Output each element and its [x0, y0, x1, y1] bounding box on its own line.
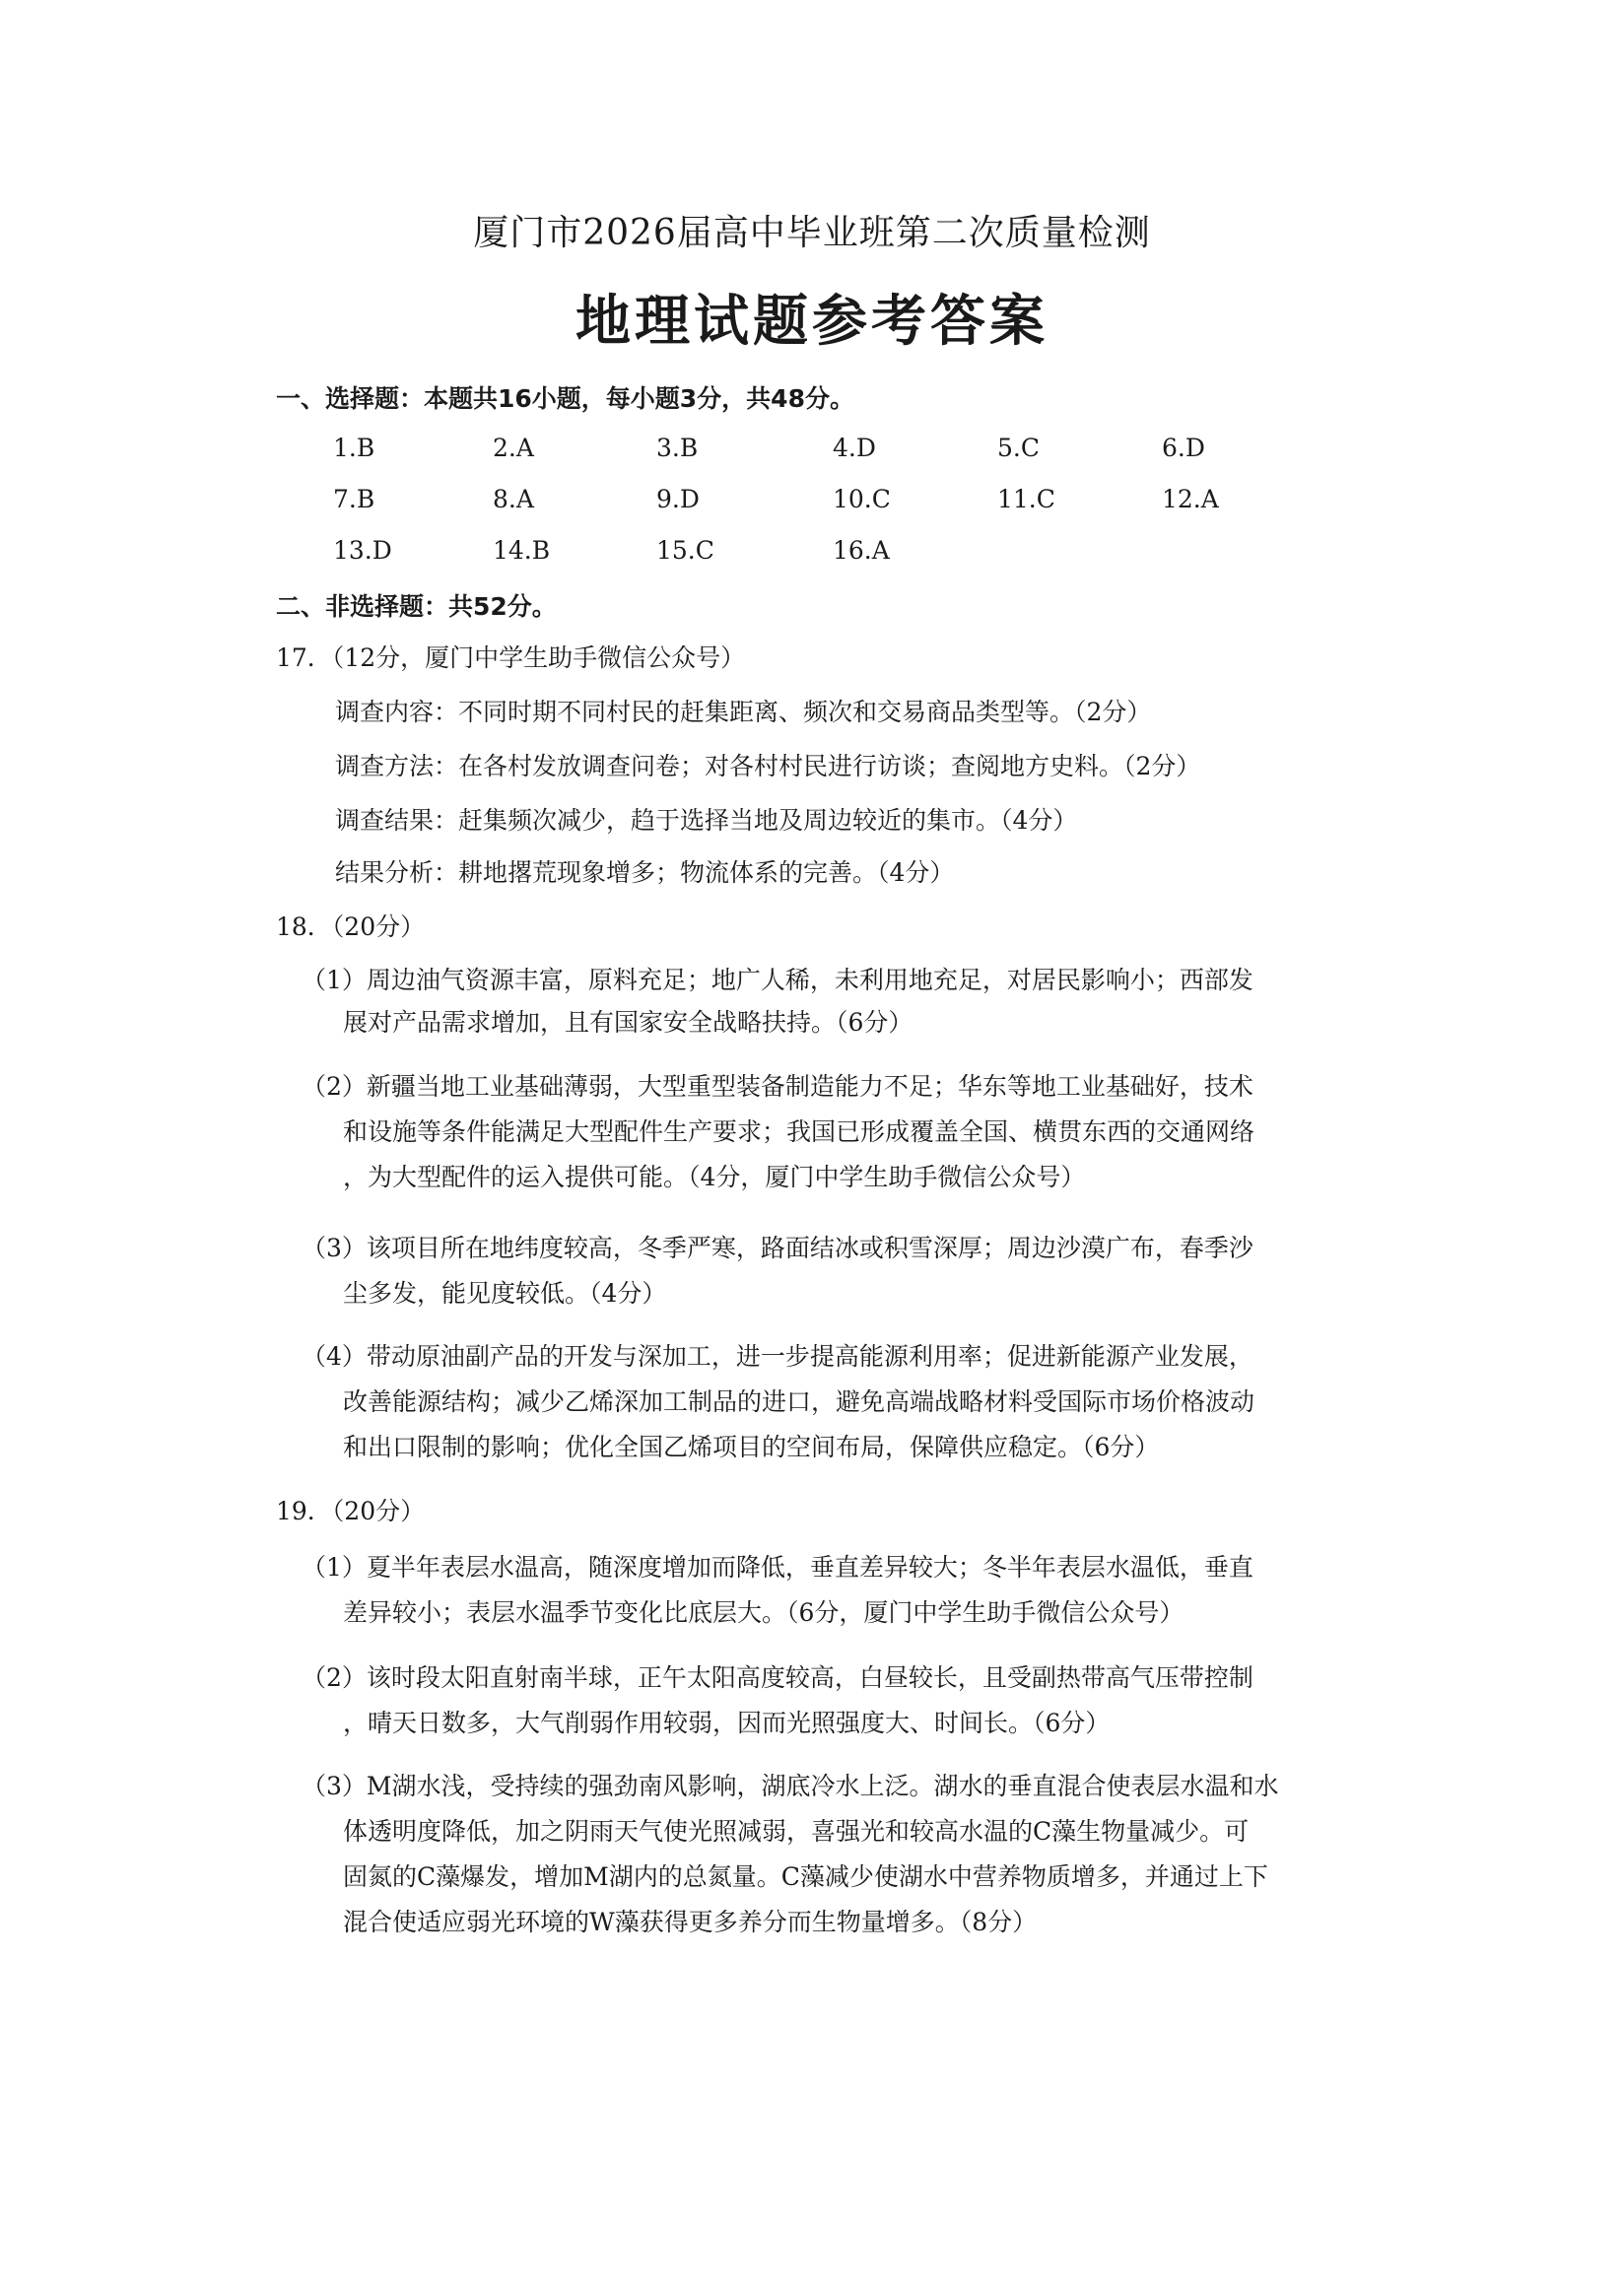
- q18-part1-line: 展对产品需求增加，且有国家安全战略扶持。（6分）: [343, 1008, 914, 1037]
- q18-part3-line: 尘多发，能见度较低。（4分）: [343, 1279, 667, 1308]
- section2-heading: 二、非选择题：共52分。: [276, 592, 557, 621]
- answer-key-title: 地理试题参考答案: [575, 290, 1049, 354]
- mc-answer: 5.C: [997, 434, 1040, 462]
- q19-part3-line: 固氮的C藻爆发，增加M湖内的总氮量。C藻减少使湖水中营养物质增多，并通过上下: [343, 1862, 1268, 1891]
- q18-part1-line: （1）周边油气资源丰富，原料充足；地广人稀，未利用地充足，对居民影响小；西部发: [302, 966, 1253, 994]
- mc-answer: 15.C: [656, 536, 714, 565]
- q19-part2-line: （2）该时段太阳直射南半球，正午太阳高度较高，白昼较长，且受副热带高气压带控制: [302, 1663, 1253, 1692]
- q17-line: 调查内容：不同时期不同村民的赶集距离、频次和交易商品类型等。（2分）: [335, 698, 1152, 726]
- q19-part3-line: （3）M湖水浅，受持续的强劲南风影响，湖底冷水上泛。湖水的垂直混合使表层水温和水: [302, 1772, 1279, 1800]
- mc-answer: 4.D: [833, 434, 876, 462]
- mc-answer: 8.A: [493, 485, 534, 513]
- q18-part2-line: 和设施等条件能满足大型配件生产要求；我国已形成覆盖全国、横贯东西的交通网络: [343, 1117, 1255, 1146]
- q19-part1-line: 差异较小；表层水温季节变化比底层大。（6分，厦门中学生助手微信公众号）: [343, 1598, 1184, 1627]
- q19-part1-line: （1）夏半年表层水温高，随深度增加而降低，垂直差异较大；冬半年表层水温低，垂直: [302, 1553, 1253, 1582]
- mc-answer: 11.C: [997, 485, 1055, 513]
- mc-answer: 10.C: [833, 485, 891, 513]
- mc-answer: 2.A: [493, 434, 534, 462]
- exam-title: 厦门市2026届高中毕业班第二次质量检测: [473, 213, 1151, 253]
- mc-answer: 16.A: [833, 536, 890, 565]
- q19-part3-line: 混合使适应弱光环境的W藻获得更多养分而生物量增多。（8分）: [343, 1908, 1038, 1936]
- mc-answer: 6.D: [1162, 434, 1205, 462]
- q18-heading: 18．（20分）: [276, 912, 426, 941]
- q18-part4-line: 改善能源结构；减少乙烯深加工制品的进口，避免高端战略材料受国际市场价格波动: [343, 1387, 1255, 1416]
- mc-answer: 12.A: [1162, 485, 1219, 513]
- mc-answer: 3.B: [656, 434, 699, 462]
- section1-heading: 一、选择题：本题共16小题，每小题3分，共48分。: [276, 384, 854, 413]
- mc-answer: 13.D: [333, 536, 392, 565]
- q18-part4-line: （4）带动原油副产品的开发与深加工，进一步提高能源利用率；促进新能源产业发展，: [302, 1342, 1253, 1371]
- q17-line: 调查结果：赶集频次减少，趋于选择当地及周边较近的集市。（4分）: [335, 806, 1078, 835]
- q17-line: 结果分析：耕地撂荒现象增多；物流体系的完善。（4分）: [335, 858, 955, 887]
- q18-part2-line: （2）新疆当地工业基础薄弱，大型重型装备制造能力不足；华东等地工业基础好，技术: [302, 1072, 1253, 1101]
- q19-part3-line: 体透明度降低，加之阴雨天气使光照减弱，喜强光和较高水温的C藻生物量减少。可: [343, 1817, 1250, 1846]
- q17-line: 调查方法：在各村发放调查问卷；对各村村民进行访谈；查阅地方史料。（2分）: [335, 752, 1201, 780]
- mc-answer: 14.B: [493, 536, 551, 565]
- mc-answer: 1.B: [333, 434, 375, 462]
- mc-answer: 9.D: [656, 485, 700, 513]
- q19-part2-line: ，晴天日数多，大气削弱作用较弱，因而光照强度大、时间长。（6分）: [343, 1709, 1111, 1737]
- q17-heading: 17．（12分，厦门中学生助手微信公众号）: [276, 643, 746, 672]
- q18-part3-line: （3）该项目所在地纬度较高，冬季严寒，路面结冰或积雪深厚；周边沙漠广布，春季沙: [302, 1234, 1253, 1262]
- q19-heading: 19．（20分）: [276, 1497, 426, 1525]
- q18-part4-line: 和出口限制的影响；优化全国乙烯项目的空间布局，保障供应稳定。（6分）: [343, 1433, 1160, 1461]
- q18-part2-line: ，为大型配件的运入提供可能。（4分，厦门中学生助手微信公众号）: [343, 1163, 1086, 1191]
- mc-answer: 7.B: [333, 485, 375, 513]
